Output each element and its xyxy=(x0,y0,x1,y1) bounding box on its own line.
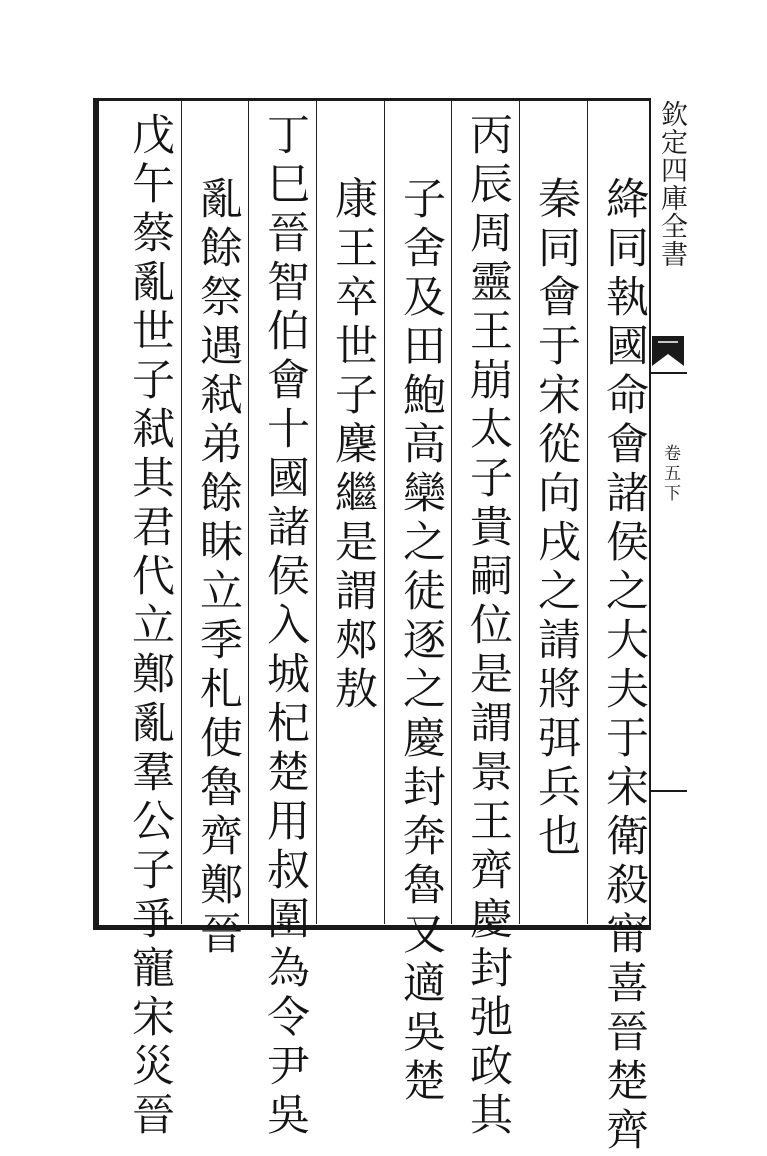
column-rule xyxy=(248,101,249,924)
column-rule xyxy=(587,101,588,924)
column-rule xyxy=(316,101,317,924)
book-title: 欽定四庫全書 xyxy=(656,100,687,268)
text-column-7: 亂餘祭遇弒弟餘眜立季札使魯齊鄭晉 xyxy=(193,176,243,960)
text-column-2: 秦同會于宋從向戌之請將弭兵也 xyxy=(531,176,581,862)
fishtail-mark-icon xyxy=(652,336,684,366)
text-column-8: 戊午蔡亂世子弒其君代立鄭亂羣公子爭寵宋災晉 xyxy=(125,112,175,1141)
column-rule xyxy=(384,101,385,924)
margin-rule xyxy=(651,790,687,792)
text-column-6: 丁巳晉智伯會十國諸侯入城杞楚用叔圍為令尹吳 xyxy=(260,112,310,1141)
text-column-1: 絳同執國命會諸侯之大夫于宋衛殺甯喜晉楚齊 xyxy=(599,176,649,1156)
column-rule xyxy=(451,101,452,924)
text-column-5: 康王卒世子麇繼是謂郟敖 xyxy=(328,176,378,715)
volume-label: 卷五下 xyxy=(660,444,680,504)
column-rule xyxy=(181,101,182,924)
text-column-4: 子舍及田鮑高欒之徒逐之慶封奔魯又適吳楚 xyxy=(396,176,446,1107)
margin-rule xyxy=(651,372,687,374)
column-rule xyxy=(519,101,520,924)
text-column-3: 丙辰周靈王崩太子貴嗣位是謂景王齊慶封弛政其 xyxy=(463,112,513,1141)
